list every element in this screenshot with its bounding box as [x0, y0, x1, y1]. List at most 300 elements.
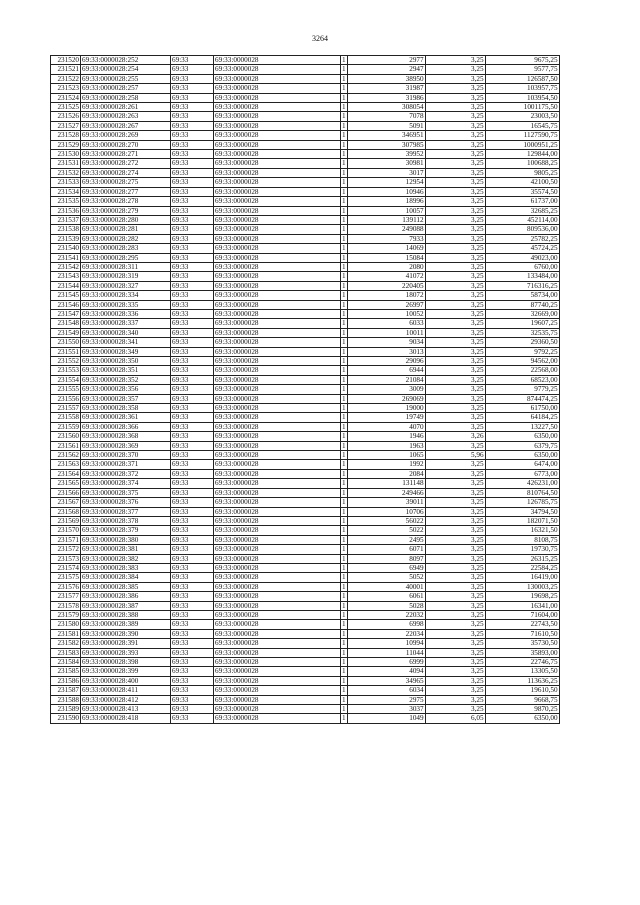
row-number-cell: 231581 — [51, 629, 81, 638]
cadastral-number-cell: 69:33:0000028:383 — [81, 563, 171, 572]
area-cell: 6998 — [347, 620, 425, 629]
category-code-cell: 1 — [342, 498, 346, 507]
row-number-cell: 231550 — [51, 338, 81, 347]
category-code-cell: 1 — [342, 93, 346, 102]
area-cell: 34965 — [347, 676, 425, 685]
cadastral-quarter-cell: 69:33:0000028 — [214, 366, 341, 375]
cadastral-number-cell: 69:33:0000028:378 — [81, 516, 171, 525]
district-code-cell: 69:33 — [171, 103, 214, 112]
table-row — [51, 319, 560, 328]
category-code-cell: 1 — [342, 84, 346, 93]
category-code-cell: 1 — [342, 56, 346, 64]
district-code-cell: 69:33 — [171, 253, 214, 262]
category-code-cell: 1 — [342, 357, 346, 365]
specific-value-cell: 3,25 — [425, 291, 485, 300]
cadastral-value-cell: 87740,25 — [485, 300, 559, 309]
table-row — [51, 526, 560, 535]
cadastral-quarter-cell: 69:33:0000028 — [214, 695, 341, 704]
row-number-cell: 231538 — [51, 225, 81, 234]
cadastral-value-cell: 94562,00 — [485, 357, 559, 366]
table-row — [51, 686, 560, 695]
cadastral-number-cell: 69:33:0000028:391 — [81, 639, 171, 648]
cadastral-quarter-cell: 69:33:0000028 — [214, 488, 341, 497]
cadastral-quarter-cell: 69:33:0000028 — [214, 563, 341, 572]
category-code-cell: 1 — [342, 413, 346, 422]
specific-value-cell: 3,25 — [425, 168, 485, 177]
category-code-cell: 1 — [342, 225, 346, 234]
cadastral-quarter-cell: 69:33:0000028 — [214, 206, 341, 215]
row-number-cell: 231588 — [51, 695, 81, 704]
row-number-cell: 231523 — [51, 84, 81, 93]
row-number-cell: 231553 — [51, 366, 81, 375]
area-cell: 5028 — [347, 601, 425, 610]
specific-value-cell: 3,25 — [425, 366, 485, 375]
cadastral-quarter-cell: 69:33:0000028 — [214, 535, 341, 544]
cadastral-quarter-cell: 69:33:0000028 — [214, 554, 341, 563]
row-number-cell: 231555 — [51, 385, 81, 394]
row-number-cell: 231567 — [51, 498, 81, 507]
cadastral-number-cell: 69:33:0000028:376 — [81, 498, 171, 507]
area-cell: 31986 — [347, 93, 425, 102]
cadastral-quarter-cell: 69:33:0000028 — [214, 629, 341, 638]
table-row — [51, 225, 560, 234]
table-row — [51, 93, 560, 102]
cadastral-quarter-cell: 69:33:0000028 — [214, 197, 341, 206]
area-cell: 4094 — [347, 667, 425, 676]
district-code-cell: 69:33 — [171, 554, 214, 563]
cadastral-number-cell: 69:33:0000028:278 — [81, 197, 171, 206]
area-cell: 2080 — [347, 262, 425, 271]
category-code-cell: 1 — [342, 347, 346, 356]
area-cell: 26997 — [347, 300, 425, 309]
category-code-cell: 1 — [342, 714, 346, 723]
specific-value-cell: 3,25 — [425, 328, 485, 337]
cadastral-value-cell: 22568,00 — [485, 366, 559, 375]
cadastral-value-cell: 16341,00 — [485, 601, 559, 610]
cadastral-value-cell: 45724,25 — [485, 244, 559, 253]
specific-value-cell: 3,25 — [425, 422, 485, 431]
district-code-cell: 69:33 — [171, 112, 214, 121]
area-cell: 2977 — [347, 56, 425, 65]
district-code-cell: 69:33 — [171, 563, 214, 572]
row-number-cell: 231529 — [51, 140, 81, 149]
cadastral-number-cell: 69:33:0000028:418 — [81, 714, 171, 723]
cadastral-number-cell: 69:33:0000028:381 — [81, 545, 171, 554]
cadastral-quarter-cell: 69:33:0000028 — [214, 159, 341, 168]
cadastral-number-cell: 69:33:0000028:387 — [81, 601, 171, 610]
district-code-cell: 69:33 — [171, 441, 214, 450]
district-code-cell: 69:33 — [171, 432, 214, 441]
area-cell: 30981 — [347, 159, 425, 168]
cadastral-quarter-cell: 69:33:0000028 — [214, 686, 341, 695]
specific-value-cell: 3,25 — [425, 253, 485, 262]
cadastral-quarter-cell: 69:33:0000028 — [214, 262, 341, 271]
category-code-cell: 1 — [342, 338, 346, 347]
cadastral-quarter-cell: 69:33:0000028 — [214, 507, 341, 516]
category-code-cell: 1 — [342, 488, 346, 497]
area-cell: 6034 — [347, 686, 425, 695]
specific-value-cell: 3,25 — [425, 225, 485, 234]
table-row — [51, 592, 560, 601]
row-number-cell: 231570 — [51, 526, 81, 535]
cadastral-quarter-cell: 69:33:0000028 — [214, 103, 341, 112]
cadastral-value-cell: 426231,00 — [485, 479, 559, 488]
area-cell: 1992 — [347, 460, 425, 469]
table-row — [51, 309, 560, 318]
cadastral-value-cell: 103957,75 — [485, 84, 559, 93]
row-number-cell: 231547 — [51, 309, 81, 318]
specific-value-cell: 3,25 — [425, 413, 485, 422]
cadastral-value-cell: 6474,00 — [485, 460, 559, 469]
area-cell: 14069 — [347, 244, 425, 253]
category-code-cell: 1 — [342, 159, 346, 168]
cadastral-value-cell: 19610,50 — [485, 686, 559, 695]
area-cell: 10052 — [347, 309, 425, 318]
cadastral-value-cell: 126587,50 — [485, 74, 559, 83]
area-cell: 131148 — [347, 479, 425, 488]
table-row — [51, 498, 560, 507]
row-number-cell: 231528 — [51, 131, 81, 140]
specific-value-cell: 3,25 — [425, 460, 485, 469]
specific-value-cell: 3,25 — [425, 244, 485, 253]
row-number-cell: 231558 — [51, 413, 81, 422]
row-number-cell: 231552 — [51, 357, 81, 366]
category-code-cell: 1 — [342, 140, 346, 149]
cadastral-number-cell: 69:33:0000028:261 — [81, 103, 171, 112]
table-row — [51, 197, 560, 206]
specific-value-cell: 3,25 — [425, 488, 485, 497]
district-code-cell: 69:33 — [171, 357, 214, 366]
district-code-cell: 69:33 — [171, 375, 214, 384]
cadastral-number-cell: 69:33:0000028:311 — [81, 262, 171, 271]
category-code-cell: 1 — [342, 648, 346, 657]
row-number-cell: 231589 — [51, 705, 81, 714]
row-number-cell: 231564 — [51, 469, 81, 478]
cadastral-value-cell: 810764,50 — [485, 488, 559, 497]
area-cell: 39952 — [347, 150, 425, 159]
table-row — [51, 507, 560, 516]
area-cell: 19749 — [347, 413, 425, 422]
cadastral-number-cell: 69:33:0000028:390 — [81, 629, 171, 638]
specific-value-cell: 3,25 — [425, 159, 485, 168]
area-cell: 10994 — [347, 639, 425, 648]
cadastral-number-cell: 69:33:0000028:258 — [81, 93, 171, 102]
district-code-cell: 69:33 — [171, 686, 214, 695]
category-code-cell: 1 — [342, 206, 346, 215]
specific-value-cell: 3,25 — [425, 582, 485, 591]
cadastral-number-cell: 69:33:0000028:379 — [81, 526, 171, 535]
cadastral-number-cell: 69:33:0000028:263 — [81, 112, 171, 121]
specific-value-cell: 3,25 — [425, 178, 485, 187]
district-code-cell: 69:33 — [171, 601, 214, 610]
category-code-cell: 1 — [342, 168, 346, 177]
table-row — [51, 620, 560, 629]
category-code-cell: 1 — [342, 178, 346, 187]
specific-value-cell: 3,25 — [425, 65, 485, 74]
cadastral-number-cell: 69:33:0000028:275 — [81, 178, 171, 187]
cadastral-number-cell: 69:33:0000028:349 — [81, 347, 171, 356]
category-code-cell: 1 — [342, 244, 346, 253]
cadastral-quarter-cell: 69:33:0000028 — [214, 667, 341, 676]
area-cell: 21084 — [347, 375, 425, 384]
cadastral-number-cell: 69:33:0000028:280 — [81, 215, 171, 224]
area-cell: 249466 — [347, 488, 425, 497]
specific-value-cell: 3,25 — [425, 234, 485, 243]
district-code-cell: 69:33 — [171, 507, 214, 516]
category-code-cell: 1 — [342, 563, 346, 572]
table-row — [51, 695, 560, 704]
area-cell: 5052 — [347, 573, 425, 582]
specific-value-cell: 3,25 — [425, 215, 485, 224]
table-row — [51, 479, 560, 488]
table-row — [51, 667, 560, 676]
cadastral-quarter-cell: 69:33:0000028 — [214, 272, 341, 281]
cadastral-quarter-cell: 69:33:0000028 — [214, 131, 341, 140]
specific-value-cell: 3,25 — [425, 140, 485, 149]
cadastral-number-cell: 69:33:0000028:337 — [81, 319, 171, 328]
category-code-cell: 1 — [342, 103, 346, 112]
cadastral-number-cell: 69:33:0000028:389 — [81, 620, 171, 629]
cadastral-quarter-cell: 69:33:0000028 — [214, 187, 341, 196]
area-cell: 1049 — [347, 714, 425, 723]
cadastral-quarter-cell: 69:33:0000028 — [214, 516, 341, 525]
cadastral-value-cell: 58734,00 — [485, 291, 559, 300]
area-cell: 1065 — [347, 451, 425, 460]
area-cell: 3017 — [347, 168, 425, 177]
cadastral-number-cell: 69:33:0000028:267 — [81, 121, 171, 130]
table-row — [51, 112, 560, 121]
district-code-cell: 69:33 — [171, 338, 214, 347]
table-row — [51, 253, 560, 262]
district-code-cell: 69:33 — [171, 705, 214, 714]
cadastral-number-cell: 69:33:0000028:271 — [81, 150, 171, 159]
row-number-cell: 231527 — [51, 121, 81, 130]
cadastral-quarter-cell: 69:33:0000028 — [214, 300, 341, 309]
row-number-cell: 231582 — [51, 639, 81, 648]
cadastral-number-cell: 69:33:0000028:371 — [81, 460, 171, 469]
district-code-cell: 69:33 — [171, 300, 214, 309]
category-code-cell: 1 — [342, 695, 346, 704]
category-code-cell: 1 — [342, 535, 346, 544]
row-number-cell: 231524 — [51, 93, 81, 102]
table-row — [51, 469, 560, 478]
table-row — [51, 338, 560, 347]
cadastral-number-cell: 69:33:0000028:384 — [81, 573, 171, 582]
district-code-cell: 69:33 — [171, 422, 214, 431]
row-number-cell: 231543 — [51, 272, 81, 281]
specific-value-cell: 3,25 — [425, 629, 485, 638]
row-number-cell: 231585 — [51, 667, 81, 676]
row-number-cell: 231548 — [51, 319, 81, 328]
cadastral-quarter-cell: 69:33:0000028 — [214, 225, 341, 234]
cadastral-quarter-cell: 69:33:0000028 — [214, 648, 341, 657]
category-code-cell: 1 — [342, 328, 346, 337]
district-code-cell: 69:33 — [171, 215, 214, 224]
category-code-cell: 1 — [342, 460, 346, 469]
row-number-cell: 231571 — [51, 535, 81, 544]
area-cell: 220405 — [347, 281, 425, 290]
cadastral-value-cell: 452114,00 — [485, 215, 559, 224]
area-cell: 10946 — [347, 187, 425, 196]
table-row — [51, 187, 560, 196]
table-row — [51, 554, 560, 563]
district-code-cell: 69:33 — [171, 150, 214, 159]
cadastral-value-cell: 9792,25 — [485, 347, 559, 356]
district-code-cell: 69:33 — [171, 234, 214, 243]
cadastral-number-cell: 69:33:0000028:357 — [81, 394, 171, 403]
category-code-cell: 1 — [342, 516, 346, 525]
specific-value-cell: 3,25 — [425, 705, 485, 714]
specific-value-cell: 3,25 — [425, 469, 485, 478]
table-row — [51, 244, 560, 253]
cadastral-number-cell: 69:33:0000028:283 — [81, 244, 171, 253]
specific-value-cell: 3,25 — [425, 658, 485, 667]
district-code-cell: 69:33 — [171, 347, 214, 356]
category-code-cell: 1 — [342, 610, 346, 619]
cadastral-quarter-cell: 69:33:0000028 — [214, 639, 341, 648]
district-code-cell: 69:33 — [171, 262, 214, 271]
cadastral-value-cell: 129844,00 — [485, 150, 559, 159]
district-code-cell: 69:33 — [171, 394, 214, 403]
cadastral-value-cell: 182071,50 — [485, 516, 559, 525]
cadastral-number-cell: 69:33:0000028:400 — [81, 676, 171, 685]
specific-value-cell: 3,25 — [425, 610, 485, 619]
district-code-cell: 69:33 — [171, 658, 214, 667]
cadastral-value-cell: 8108,75 — [485, 535, 559, 544]
specific-value-cell: 3,25 — [425, 507, 485, 516]
table-row — [51, 150, 560, 159]
cadastral-value-cell: 71604,00 — [485, 610, 559, 619]
cadastral-quarter-cell: 69:33:0000028 — [214, 705, 341, 714]
row-number-cell: 231580 — [51, 620, 81, 629]
district-code-cell: 69:33 — [171, 488, 214, 497]
cadastral-quarter-cell: 69:33:0000028 — [214, 441, 341, 450]
area-cell: 10057 — [347, 206, 425, 215]
table-row — [51, 545, 560, 554]
category-code-cell: 1 — [342, 150, 346, 159]
cadastral-value-cell: 32669,00 — [485, 309, 559, 318]
specific-value-cell: 6,05 — [425, 714, 485, 723]
table-row — [51, 281, 560, 290]
district-code-cell: 69:33 — [171, 328, 214, 337]
table-row — [51, 178, 560, 187]
row-number-cell: 231586 — [51, 676, 81, 685]
district-code-cell: 69:33 — [171, 206, 214, 215]
cadastral-number-cell: 69:33:0000028:375 — [81, 488, 171, 497]
table-row — [51, 262, 560, 271]
row-number-cell: 231541 — [51, 253, 81, 262]
row-number-cell: 231522 — [51, 74, 81, 83]
district-code-cell: 69:33 — [171, 74, 214, 83]
cadastral-value-cell: 113636,25 — [485, 676, 559, 685]
cadastral-number-cell: 69:33:0000028:413 — [81, 705, 171, 714]
cadastral-quarter-cell: 69:33:0000028 — [214, 168, 341, 177]
area-cell: 40001 — [347, 582, 425, 591]
district-code-cell: 69:33 — [171, 545, 214, 554]
cadastral-quarter-cell: 69:33:0000028 — [214, 432, 341, 441]
area-cell: 12954 — [347, 178, 425, 187]
table-row — [51, 563, 560, 572]
table-row — [51, 272, 560, 281]
district-code-cell: 69:33 — [171, 131, 214, 140]
cadastral-number-cell: 69:33:0000028:398 — [81, 658, 171, 667]
cadastral-quarter-cell: 69:33:0000028 — [214, 469, 341, 478]
category-code-cell: 1 — [342, 394, 346, 403]
row-number-cell: 231578 — [51, 601, 81, 610]
category-code-cell: 1 — [342, 432, 346, 441]
district-code-cell: 69:33 — [171, 404, 214, 413]
cadastral-number-cell: 69:33:0000028:411 — [81, 686, 171, 695]
specific-value-cell: 3,25 — [425, 197, 485, 206]
page-number: 3264 — [312, 34, 328, 43]
area-cell: 139112 — [347, 215, 425, 224]
district-code-cell: 69:33 — [171, 56, 214, 65]
cadastral-number-cell: 69:33:0000028:340 — [81, 328, 171, 337]
cadastral-value-cell: 61750,00 — [485, 404, 559, 413]
specific-value-cell: 3,25 — [425, 695, 485, 704]
category-code-cell: 1 — [342, 422, 346, 431]
row-number-cell: 231540 — [51, 244, 81, 253]
specific-value-cell: 3,25 — [425, 535, 485, 544]
row-number-cell: 231563 — [51, 460, 81, 469]
row-number-cell: 231526 — [51, 112, 81, 121]
district-code-cell: 69:33 — [171, 535, 214, 544]
cadastral-quarter-cell: 69:33:0000028 — [214, 121, 341, 130]
row-number-cell: 231525 — [51, 103, 81, 112]
cadastral-value-cell: 19607,25 — [485, 319, 559, 328]
cadastral-quarter-cell: 69:33:0000028 — [214, 253, 341, 262]
cadastral-quarter-cell: 69:33:0000028 — [214, 394, 341, 403]
cadastral-quarter-cell: 69:33:0000028 — [214, 319, 341, 328]
cadastral-number-cell: 69:33:0000028:351 — [81, 366, 171, 375]
cadastral-value-cell: 68523,00 — [485, 375, 559, 384]
specific-value-cell: 3,25 — [425, 84, 485, 93]
row-number-cell: 231562 — [51, 451, 81, 460]
category-code-cell: 1 — [342, 705, 346, 714]
district-code-cell: 69:33 — [171, 178, 214, 187]
area-cell: 5091 — [347, 121, 425, 130]
cadastral-quarter-cell: 69:33:0000028 — [214, 215, 341, 224]
district-code-cell: 69:33 — [171, 573, 214, 582]
cadastral-value-cell: 22584,25 — [485, 563, 559, 572]
cadastral-number-cell: 69:33:0000028:377 — [81, 507, 171, 516]
area-cell: 346951 — [347, 131, 425, 140]
specific-value-cell: 3,25 — [425, 150, 485, 159]
district-code-cell: 69:33 — [171, 244, 214, 253]
table-row — [51, 121, 560, 130]
area-cell: 3013 — [347, 347, 425, 356]
cadastral-value-cell: 103954,50 — [485, 93, 559, 102]
row-number-cell: 231536 — [51, 206, 81, 215]
category-code-cell: 1 — [342, 667, 346, 676]
cadastral-number-cell: 69:33:0000028:399 — [81, 667, 171, 676]
row-number-cell: 231556 — [51, 394, 81, 403]
table-row — [51, 84, 560, 93]
cadastral-value-cell: 23003,50 — [485, 112, 559, 121]
row-number-cell: 231537 — [51, 215, 81, 224]
cadastral-value-cell: 9675,25 — [485, 56, 559, 65]
table-row — [51, 103, 560, 112]
cadastral-value-cell: 16321,50 — [485, 526, 559, 535]
category-code-cell: 1 — [342, 404, 346, 413]
specific-value-cell: 3,25 — [425, 686, 485, 695]
district-code-cell: 69:33 — [171, 648, 214, 657]
district-code-cell: 69:33 — [171, 460, 214, 469]
cadastral-value-cell: 22743,50 — [485, 620, 559, 629]
category-code-cell: 1 — [342, 272, 346, 281]
specific-value-cell: 3,25 — [425, 620, 485, 629]
cadastral-value-cell: 100688,25 — [485, 159, 559, 168]
